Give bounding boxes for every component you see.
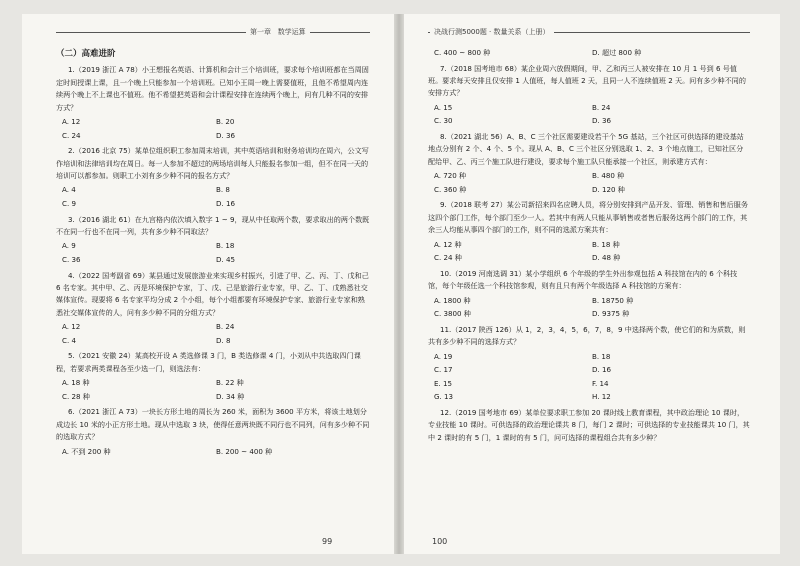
answer-option: C. 17 xyxy=(434,365,453,375)
answer-option: B. 8 xyxy=(216,185,230,195)
left-question-list xyxy=(56,64,370,458)
answer-option: D. 36 xyxy=(592,116,611,126)
answer-option: D. 9375 种 xyxy=(592,309,630,319)
answer-option: B. 18750 种 xyxy=(592,295,634,305)
question-text: 6.（2021 浙江 A 73）一块长方形土地的周长为 260 米，面积为 3600 平方米，将该土地划分成边长 10 米的小正方形土地。现从中选取 3 块，使得任意两块既不同行也不同列，问有多少种不同的选取方式？ xyxy=(56,407,370,442)
answer-option: B. 22 种 xyxy=(216,378,244,388)
left-page xyxy=(22,14,394,554)
question-text: 10.（2019 河南选调 31）某小学组织 6 个年级的学生外出参观包括 A 科技馆在内的 6 个科技馆，每个年级任选一个科技馆参观，则有且只有两个年级选择 A 科技馆的方案有： xyxy=(428,268,738,291)
answer-options xyxy=(56,239,370,266)
page-number-right: 100 xyxy=(432,537,448,546)
answer-option: D. 16 xyxy=(592,365,611,375)
question-text: 7.（2018 国考地市 68）某企业周六放假期间，甲、乙和丙三人被安排在 10 月 1 号到 6 号值班。要求每天安排且仅安排 1 人值班，每人值班 2 天，且同一人不连续值班 2 天。问有多少种不同的安排方式？ xyxy=(428,63,746,98)
question-text: 1.（2019 浙江 A 78）小王想报名英语、计算机和会计三个培训班，要求每个培训班都在当周固定时间授课上课，且一个晚上只能参加一个培训班。已知小王周一晚上需要值班，且他不希望周内连续两个晚上不上课也不值班。他不希望把英语和会计课程安排在连续两个晚上，问有几种不同的安排方式？ xyxy=(56,65,369,112)
answer-option: B. 480 种 xyxy=(592,171,625,181)
right-content xyxy=(428,46,750,444)
answer-option: E. 15 xyxy=(434,378,453,388)
answer-options xyxy=(56,445,370,459)
answer-options xyxy=(428,350,750,404)
answer-option: C. 28 种 xyxy=(62,391,90,401)
header-rule xyxy=(56,32,370,33)
answer-option: A. 不到 200 种 xyxy=(62,446,111,456)
question-text: 2.（2016 北京 75）某单位组织职工参加周末培训，其中英语培训和财务培训均在周六，公文写作培训和法律培训均在周日。每一人参加不超过的两场培训每人只能报名参加一组，但不在同一天的培训可以都参加。则职工小刘有多少种不同的报名方式？ xyxy=(56,146,369,181)
answer-options xyxy=(56,376,370,403)
answer-options xyxy=(428,238,750,265)
right-header-text: 决战行测5000题 · 数量关系（上册） xyxy=(430,27,554,37)
answer-option: F. 14 xyxy=(592,378,609,388)
answer-option: C. 400 ~ 800 种 xyxy=(434,48,491,57)
page-number-left: 99 xyxy=(322,537,333,546)
answer-option: D. 超过 800 种 xyxy=(592,48,642,57)
answer-options xyxy=(428,169,750,196)
answer-option: A. 4 xyxy=(62,185,76,195)
answer-option: A. 1800 种 xyxy=(434,295,471,305)
answer-options xyxy=(56,115,370,142)
answer-option: C. 4 xyxy=(62,335,76,345)
answer-option: D. 120 种 xyxy=(592,184,625,194)
book-gutter xyxy=(394,14,404,554)
answer-option: A. 12 xyxy=(62,322,81,332)
left-content xyxy=(56,48,370,458)
answer-option: D. 16 xyxy=(216,199,235,209)
answer-option: B. 24 xyxy=(592,102,611,112)
answer-option: A. 19 xyxy=(434,351,453,361)
answer-option: A. 720 种 xyxy=(434,171,467,181)
answer-option: B. 18 xyxy=(216,241,235,251)
answer-option: C. 36 xyxy=(62,255,81,265)
right-question-list xyxy=(428,63,750,445)
answer-option: H. 12 xyxy=(592,392,611,402)
question-text: 11.（2017 陕西 126）从 1，2，3，4，5，6，7，8，9 中选择两个数，使它们的和为质数，则共有多少种不同的选择方式？ xyxy=(428,324,746,347)
right-page xyxy=(404,14,780,554)
question-text: 3.（2016 湖北 61）在九宫格内依次填入数字 1 ~ 9，现从中任取两个数，要求取出的两个数既不在同一行也不在同一列，共有多少种不同取法？ xyxy=(56,214,370,237)
question-text: 4.（2022 国考副省 69）某县通过发展旅游业来实现乡村振兴，引进了甲、乙、丙、丁、戊和己 6 名专家。其中甲、乙、丙是环境保护专家，丁、戊、己是旅游行业专家，甲、乙、丁、戊熟悉社交媒体宣传。现要将 6 名专家平均分成 2 个小组，每个小组都要有环境保护专家、旅游行业专家和熟悉社交媒体宣传的人，问有多少种不同的分组方式？ xyxy=(56,270,369,317)
answer-option: D. 8 xyxy=(216,335,231,345)
answer-option: A. 12 xyxy=(62,117,81,127)
answer-option: D. 34 种 xyxy=(216,391,245,401)
answer-option: C. 24 xyxy=(62,130,81,140)
answer-options xyxy=(428,294,750,321)
answer-options xyxy=(428,101,750,128)
question-text: 12.（2019 国考地市 69）某单位要求职工参加 20 课时线上教育课程，其中政治理论 10 课时，专业技能 10 课时。可供选择的政治理论课共 8 门，每门 2 课时；可供选择的专业技能课共 10 门，其中 2 课时的有 5 门，1 课时的有 5 门，问可选择的课程组合共有多少种？ xyxy=(428,408,750,442)
section-title: （二）高难进阶 xyxy=(56,49,116,59)
answer-option: C. 360 种 xyxy=(434,184,467,194)
answer-option: D. 45 xyxy=(216,255,235,265)
continued-options xyxy=(428,46,750,60)
question-text: 8.（2021 湖北 56）A、B、C 三个社区需要建设若干个 5G 基站，三个社区可供选择的建设基站地点分别有 2 个、4 个、5 个。现从 A、B、C 三个社区分别选取 1、2、3 个地点施工，已知社区分配给甲、乙、丙三个施工队进行建设，要求每个施工队只能承接一个社区，则承建方式有： xyxy=(428,132,744,166)
left-running-header xyxy=(56,24,370,42)
answer-option: D. 36 xyxy=(216,130,235,140)
left-header-text xyxy=(246,27,310,37)
answer-option: D. 48 种 xyxy=(592,253,621,263)
answer-option: C. 3800 种 xyxy=(434,309,471,319)
right-running-header xyxy=(428,24,750,42)
answer-option: B. 24 xyxy=(216,322,235,332)
answer-option: B. 200 ~ 400 种 xyxy=(216,446,273,456)
answer-option: A. 18 种 xyxy=(62,378,90,388)
answer-option: G. 13 xyxy=(434,392,454,402)
answer-options xyxy=(56,320,370,347)
answer-option: A. 12 种 xyxy=(434,239,462,249)
answer-option: B. 20 xyxy=(216,117,235,127)
answer-option: C. 30 xyxy=(434,116,453,126)
answer-option: A. 15 xyxy=(434,102,453,112)
answer-option: B. 18 种 xyxy=(592,239,620,249)
answer-option: C. 9 xyxy=(62,199,76,209)
answer-option: A. 9 xyxy=(62,241,76,251)
answer-options xyxy=(56,183,370,210)
answer-option: B. 18 xyxy=(592,351,611,361)
answer-option: C. 24 种 xyxy=(434,253,462,263)
question-text: 5.（2021 安徽 24）某高校开设 A 类选修课 3 门，B 类选修课 4 门，小刘从中共选取四门课程，若要求两类课程各至少选一门，则选法有： xyxy=(56,351,361,373)
question-text: 9.（2018 联考 27）某公司新招来四名应聘人员，将分别安排到产品开发、管理、销售和售后服务这四个部门工作，每个部门至少一人。若其中有两人只能从事销售或者售后服务这两个部门的工作，其余三人均能从事四个部门的工作，则不同的选派方案共有： xyxy=(428,200,748,235)
header-chapter: 第一章 xyxy=(250,28,271,36)
header-chapter-title: 数学运算 xyxy=(277,28,306,36)
